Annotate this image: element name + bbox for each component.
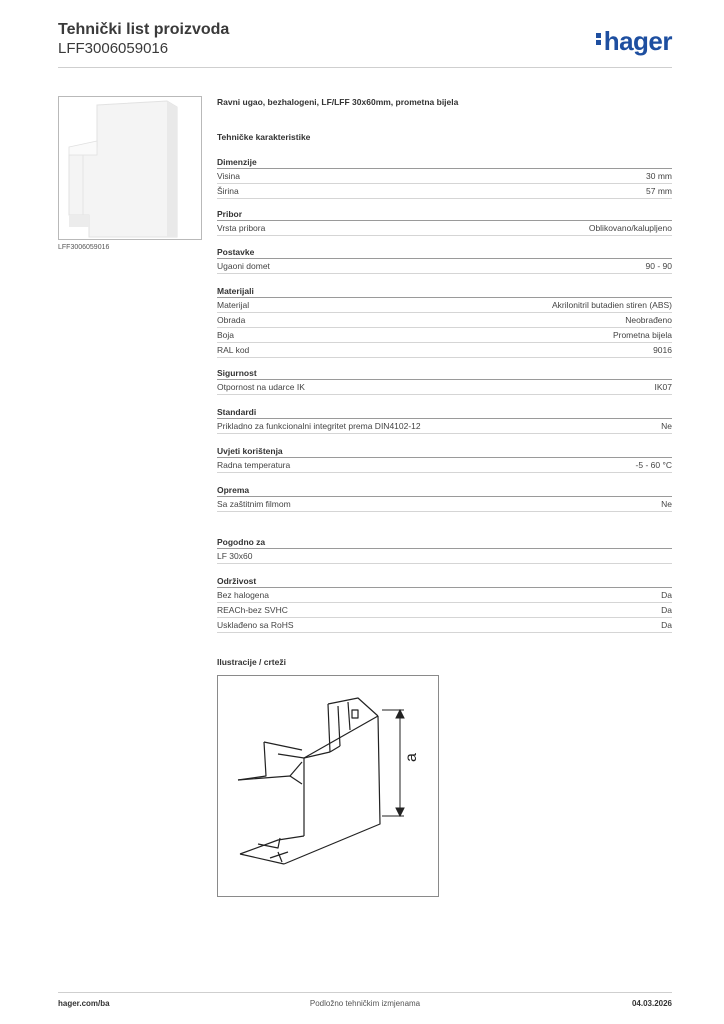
- spec-label: LF 30x60: [217, 551, 253, 561]
- spec-row: [217, 259, 672, 274]
- spec-row: [217, 497, 672, 512]
- spec-label: Ugaoni domet: [217, 261, 270, 271]
- spec-group: [217, 575, 672, 633]
- spec-row: [217, 184, 672, 199]
- spec-row: [217, 458, 672, 473]
- spec-label: Širina: [217, 186, 239, 196]
- spec-row: [217, 618, 672, 633]
- spec-label: Usklađeno sa RoHS: [217, 620, 294, 630]
- document-title: Tehnički list proizvoda: [58, 21, 230, 38]
- spec-group: [217, 208, 672, 236]
- spec-value: Prometna bijela: [612, 330, 672, 340]
- spec-label: RAL kod: [217, 345, 250, 355]
- technical-drawing: [217, 675, 439, 897]
- page-header: [58, 20, 672, 68]
- spec-group-title: Pogodno za: [217, 536, 672, 549]
- spec-label: Visina: [217, 171, 240, 181]
- spec-group: [217, 445, 672, 473]
- spec-group: [217, 285, 672, 358]
- page-footer: [58, 992, 672, 1012]
- spec-row: [217, 298, 672, 313]
- spec-row: [217, 549, 672, 564]
- spec-label: Prikladno za funkcionalni integritet prema DIN4102-12: [217, 421, 421, 431]
- spec-group-title: Sigurnost: [217, 367, 672, 380]
- spec-label: Radna temperatura: [217, 460, 291, 470]
- spec-row: [217, 343, 672, 358]
- spec-value: Oblikovano/kalupljeno: [588, 223, 672, 233]
- spec-value: IK07: [654, 382, 672, 392]
- spec-row: [217, 169, 672, 184]
- product-description: Ravni ugao, bezhalogeni, LF/LFF 30x60mm, prometna bijela: [217, 97, 459, 107]
- spec-label: Obrada: [217, 315, 246, 325]
- footer-website[interactable]: hager.com/ba: [58, 999, 110, 1008]
- product-code: LFF3006059016: [58, 40, 169, 57]
- spec-value: 9016: [653, 345, 672, 355]
- spec-value: Neobrađeno: [625, 315, 672, 325]
- spec-value: Ne: [661, 421, 672, 431]
- spec-label: Vrsta pribora: [217, 223, 266, 233]
- spec-value: Akrilonitril butadien stiren (ABS): [552, 300, 672, 310]
- logo-dots-icon: [596, 31, 602, 47]
- spec-value: 90 - 90: [645, 261, 672, 271]
- spec-value: Da: [661, 620, 672, 630]
- spec-label: REACh-bez SVHC: [217, 605, 288, 615]
- spec-label: Boja: [217, 330, 235, 340]
- thumbnail-caption: LFF3006059016: [58, 244, 110, 251]
- spec-label: Sa zaštitnim filmom: [217, 499, 291, 509]
- spec-group-title: Oprema: [217, 484, 672, 497]
- spec-group-title: Uvjeti korištenja: [217, 445, 672, 458]
- spec-group: [217, 246, 672, 274]
- spec-row: [217, 380, 672, 395]
- footer-date: 04.03.2026: [631, 999, 672, 1008]
- spec-group-title: Standardi: [217, 406, 672, 419]
- spec-label: Bez halogena: [217, 590, 269, 600]
- spec-group: [217, 536, 672, 564]
- spec-value: Ne: [661, 499, 672, 509]
- spec-label: Otpornost na udarce IK: [217, 382, 305, 392]
- spec-group: [217, 367, 672, 395]
- spec-group-title: Postavke: [217, 246, 672, 259]
- spec-label: Materijal: [217, 300, 250, 310]
- spec-row: [217, 603, 672, 618]
- logo-text: hager: [603, 26, 672, 56]
- spec-row: [217, 221, 672, 236]
- spec-group-title: Dimenzije: [217, 156, 672, 169]
- spec-group: [217, 484, 672, 512]
- product-thumbnail: [58, 96, 202, 240]
- spec-value: 30 mm: [646, 171, 672, 181]
- spec-value: Da: [661, 605, 672, 615]
- spec-group: [217, 406, 672, 434]
- spec-row: [217, 328, 672, 343]
- spec-value: Da: [661, 590, 672, 600]
- product-photo-icon: [59, 97, 201, 239]
- spec-group-title: Održivost: [217, 575, 672, 588]
- spec-value: -5 - 60 °C: [635, 460, 672, 470]
- spec-row: [217, 419, 672, 434]
- illustration-title: Ilustracije / crteži: [217, 657, 286, 667]
- product-header-block: [217, 96, 672, 143]
- spec-group: [217, 156, 672, 199]
- spec-group-title: Materijali: [217, 285, 672, 298]
- spec-row: [217, 588, 672, 603]
- section-title: Tehničke karakteristike: [217, 132, 311, 142]
- dimension-label: a: [403, 753, 420, 762]
- hager-logo: [596, 26, 672, 57]
- spec-value: 57 mm: [646, 186, 672, 196]
- footer-notice: Podložno tehničkim izmjenama: [309, 999, 421, 1008]
- spec-group-title: Pribor: [217, 208, 672, 221]
- spec-row: [217, 313, 672, 328]
- duct-corner-drawing-icon: [218, 676, 438, 896]
